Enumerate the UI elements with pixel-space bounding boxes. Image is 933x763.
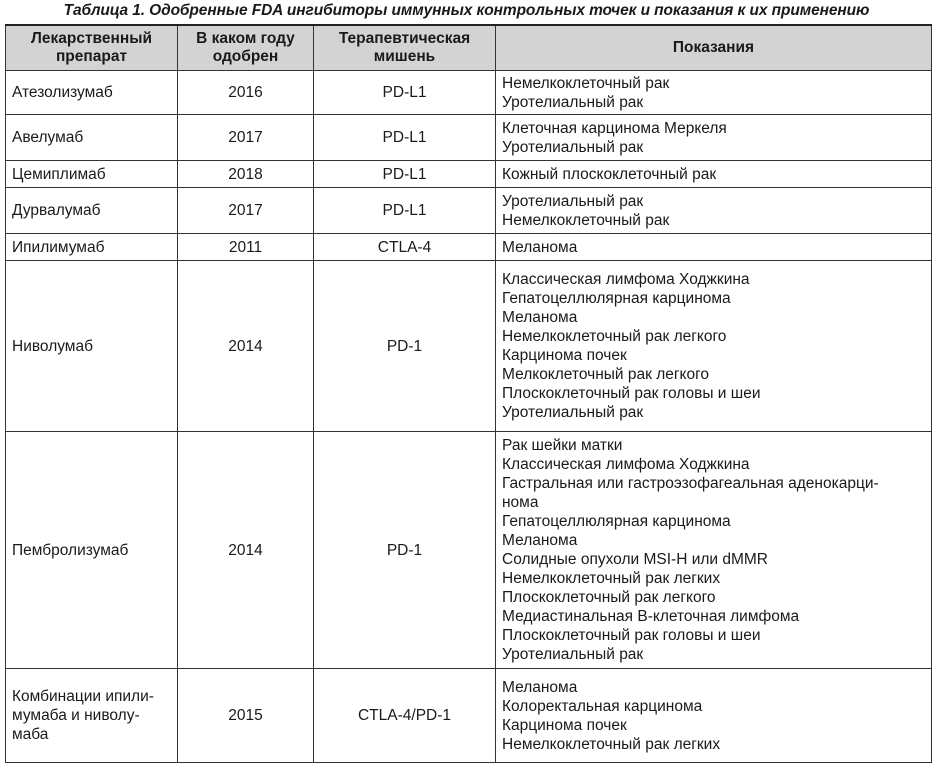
- indication-item: Уротелиальный рак: [502, 192, 644, 210]
- indication-item: Гепатоцеллюлярная карцинома: [502, 513, 731, 530]
- table-header-row: [6, 25, 932, 71]
- cell-target: PD-1: [314, 261, 496, 432]
- table-row: [6, 261, 932, 432]
- header-drug: Лекарственный препарат: [6, 25, 178, 71]
- cell-indications: [496, 115, 932, 161]
- indication-item: Меланома: [502, 238, 578, 256]
- indication-item: Медиастинальная В-клеточная лимфома: [502, 608, 800, 625]
- drug-name-line: Комбинации ипили-: [12, 688, 154, 705]
- table-row: [6, 161, 932, 188]
- indication-item: Немелкоклеточный рак: [502, 211, 670, 229]
- indication-item: Клеточная карцинома Меркеля: [502, 119, 727, 137]
- cell-year: 2011: [178, 234, 314, 261]
- cell-indications: [496, 261, 932, 432]
- cell-target: PD-L1: [314, 115, 496, 161]
- checkpoint-inhibitors-table: [5, 24, 932, 763]
- cell-target: PD-1: [314, 432, 496, 669]
- table-row: [6, 234, 932, 261]
- cell-indications: [496, 432, 932, 669]
- cell-drug: [6, 261, 178, 432]
- indication-item: Уротелиальный рак: [502, 93, 644, 111]
- indication-item: Уротелиальный рак: [502, 646, 644, 663]
- table-caption: Таблица 1. Одобренные FDA ингибиторы иммунных контрольных точек и показания к их применению: [63, 2, 870, 19]
- indication-item: Немелкоклеточный рак: [502, 74, 670, 92]
- indication-item: Уротелиальный рак: [502, 138, 644, 156]
- cell-target: PD-L1: [314, 188, 496, 234]
- table-body: [6, 71, 932, 763]
- indication-item: Немелкоклеточный рак легких: [502, 735, 721, 753]
- drug-name-line: Ипилимумаб: [12, 238, 105, 256]
- table-row: [6, 71, 932, 115]
- indication-item: Плоскоклеточный рак головы и шеи: [502, 627, 761, 644]
- indication-item: Гепатоцеллюлярная карцинома: [502, 290, 731, 307]
- indication-item: Карцинома почек: [502, 716, 627, 734]
- cell-drug: [6, 161, 178, 188]
- cell-drug: [6, 71, 178, 115]
- cell-target: PD-L1: [314, 161, 496, 188]
- drug-name-line: маба: [12, 726, 49, 743]
- indication-item: Меланома: [502, 532, 578, 549]
- drug-name-line: Ниволумаб: [12, 337, 93, 355]
- indication-item: Солидные опухоли MSI-H или dMMR: [502, 551, 768, 568]
- indication-item: Меланома: [502, 678, 578, 696]
- cell-indications: [496, 669, 932, 763]
- indication-item: Уротелиальный рак: [502, 404, 644, 421]
- indication-item: Гастральная или гастроэзофагеальная аденокарци-: [502, 475, 879, 492]
- indication-item: Немелкоклеточный рак легких: [502, 570, 721, 587]
- indication-item: Немелкоклеточный рак легкого: [502, 328, 727, 345]
- indication-item: Меланома: [502, 309, 578, 326]
- table-row: [6, 669, 932, 763]
- cell-year: 2016: [178, 71, 314, 115]
- cell-target: PD-L1: [314, 71, 496, 115]
- table-row: [6, 115, 932, 161]
- header-target: Терапевтическая мишень: [314, 25, 496, 71]
- cell-year: 2017: [178, 188, 314, 234]
- cell-year: 2015: [178, 669, 314, 763]
- indication-item: Классическая лимфома Ходжкина: [502, 271, 750, 288]
- cell-target: CTLA-4: [314, 234, 496, 261]
- drug-name-line: Цемиплимаб: [12, 165, 106, 183]
- drug-name-line: Атезолизумаб: [12, 84, 113, 101]
- table-row: [6, 432, 932, 669]
- drug-name-line: Авелумаб: [12, 129, 84, 146]
- indication-item: Мелкоклеточный рак легкого: [502, 366, 710, 383]
- cell-year: 2017: [178, 115, 314, 161]
- indication-item: Плоскоклеточный рак головы и шеи: [502, 385, 761, 402]
- header-indications: Показания: [496, 25, 932, 71]
- indication-item: Колоректальная карцинома: [502, 697, 703, 715]
- drug-name-line: Пембролизумаб: [12, 541, 129, 559]
- cell-drug: [6, 432, 178, 669]
- indication-item: нома: [502, 494, 539, 511]
- cell-indications: [496, 188, 932, 234]
- cell-year: 2014: [178, 261, 314, 432]
- indication-item: Кожный плоскоклеточный рак: [502, 165, 717, 183]
- indication-item: Плоскоклеточный рак легкого: [502, 589, 716, 606]
- cell-drug: [6, 669, 178, 763]
- cell-indications: [496, 71, 932, 115]
- cell-year: 2014: [178, 432, 314, 669]
- cell-indications: [496, 161, 932, 188]
- cell-drug: [6, 115, 178, 161]
- cell-drug: [6, 188, 178, 234]
- cell-target: CTLA-4/PD-1: [314, 669, 496, 763]
- drug-name-line: Дурвалумаб: [12, 202, 101, 219]
- cell-year: 2018: [178, 161, 314, 188]
- indication-item: Классическая лимфома Ходжкина: [502, 456, 750, 473]
- header-year: В каком году одобрен: [178, 25, 314, 71]
- indication-item: Рак шейки матки: [502, 437, 623, 454]
- indication-item: Карцинома почек: [502, 347, 627, 364]
- cell-drug: [6, 234, 178, 261]
- drug-name-line: мумаба и ниволу-: [12, 707, 140, 724]
- cell-indications: [496, 234, 932, 261]
- table-row: [6, 188, 932, 234]
